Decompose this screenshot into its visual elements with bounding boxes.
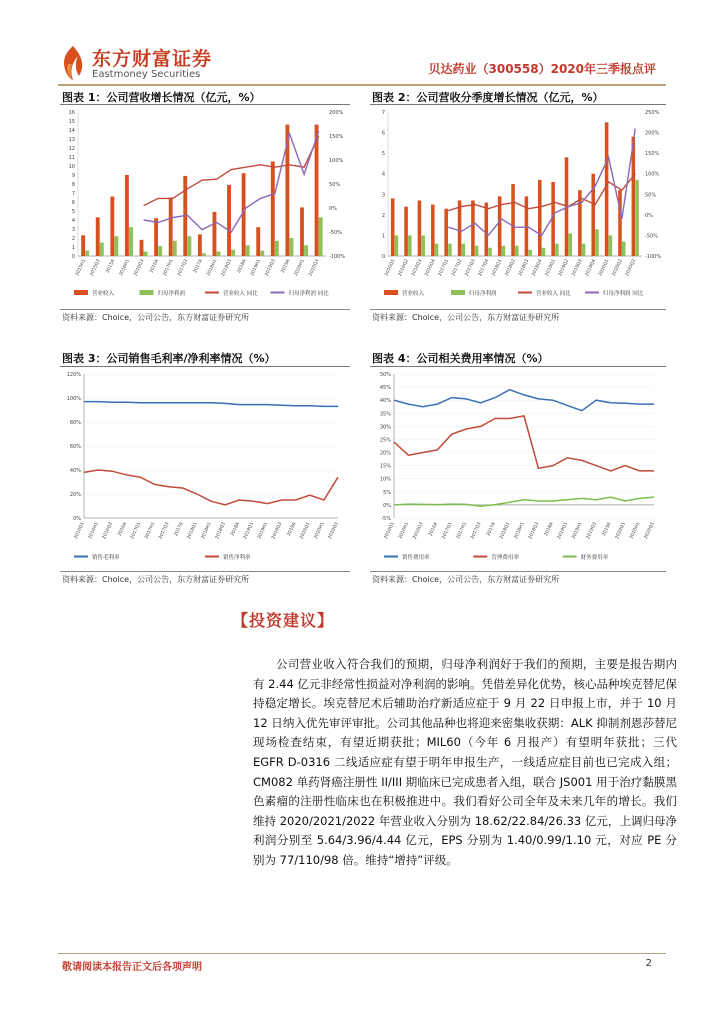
x-tick-label: 2016Q4 (424, 258, 437, 278)
x-tick-label: 2017A (193, 258, 204, 275)
series-line-2 (84, 470, 338, 505)
x-tick-label: 2016H1 (118, 258, 131, 277)
x-tick-label: 2016A (117, 521, 129, 538)
figure-2-svg (370, 106, 666, 306)
header-divider (58, 84, 666, 86)
bar-net-profit (515, 246, 519, 256)
x-tick-label: 2020Q3 (327, 521, 340, 541)
x-tick-label: 2019Q1 (544, 258, 557, 278)
y-tick-label-right: 250% (645, 110, 660, 116)
y-tick-label-right: 50% (645, 192, 657, 199)
figure-1-source-rule (60, 309, 350, 310)
bar-net-profit (129, 227, 133, 256)
x-tick-label: 2015H1 (75, 258, 88, 277)
bar-revenue (391, 198, 395, 256)
x-tick-label: 2017Q2 (451, 258, 464, 278)
x-tick-label: 2015Q3 (89, 258, 102, 278)
y-tick-label-left: 6 (381, 130, 385, 137)
x-tick-label: 2017H1 (162, 258, 175, 277)
x-tick-label: 2017Q1 (130, 521, 143, 541)
y-tick-label: 120% (66, 372, 81, 378)
bar-net-profit (448, 244, 452, 256)
bar-revenue (125, 175, 129, 256)
legend-swatch (74, 290, 88, 295)
x-tick-label: 2017A (486, 521, 497, 538)
legend-swatch (384, 290, 398, 295)
y-tick-label: 50% (379, 372, 391, 378)
bar-net-profit (622, 242, 626, 256)
y-tick-label-right: 50% (329, 182, 341, 188)
figure-3-source-rule (60, 571, 350, 572)
bar-net-profit (202, 253, 206, 256)
x-tick-label: 2020H1 (313, 521, 326, 540)
y-tick-label-right: 100% (329, 158, 344, 164)
figure-3-svg (60, 368, 350, 568)
x-tick-label: 2018Q1 (491, 258, 504, 278)
series-line-1 (84, 402, 338, 407)
y-tick-label: 15% (379, 463, 391, 470)
x-tick-label: 2016Q3 (133, 258, 146, 278)
bar-net-profit (635, 180, 639, 256)
figure-1-title: 图表 1：公司营收增长情况（亿元，%） (62, 91, 261, 104)
y-tick-label-left: 3 (71, 227, 75, 233)
x-tick-label: 2019H1 (257, 521, 270, 540)
y-tick-label-left: 4 (381, 171, 385, 178)
y-tick-label-left: 13 (68, 137, 75, 143)
bar-revenue (96, 217, 100, 256)
legend-swatch (451, 290, 465, 295)
y-tick-label: 10% (379, 476, 391, 483)
x-tick-label: 2018H1 (206, 258, 219, 277)
x-tick-label: 2020Q3 (643, 521, 656, 541)
x-tick-label: 2018Q3 (220, 258, 233, 278)
x-tick-label: 2019A (601, 521, 613, 538)
figure-1-chart (60, 106, 350, 306)
y-tick-label-left: 9 (71, 173, 75, 179)
bar-net-profit (144, 252, 148, 257)
x-tick-label: 2019A (280, 258, 292, 275)
bar-net-profit (395, 235, 399, 256)
x-tick-label: 2019Q3 (571, 258, 584, 278)
bar-revenue (227, 185, 231, 256)
y-tick-label-left: 8 (71, 182, 75, 188)
bar-net-profit (542, 248, 546, 256)
y-tick-label-left: 6 (71, 200, 75, 206)
bar-revenue (485, 203, 489, 256)
x-tick-label: 2019H1 (250, 258, 263, 277)
x-tick-label: 2016Q3 (411, 258, 424, 278)
bar-revenue (525, 196, 529, 256)
y-tick-label-left: 2 (381, 212, 385, 219)
y-tick-label-right: 200% (645, 130, 660, 137)
legend-label: 财务费用率 (580, 555, 609, 561)
x-tick-label: 2020Q3 (625, 258, 638, 278)
bar-net-profit (275, 241, 279, 256)
x-tick-label: 2019Q1 (243, 521, 256, 541)
figure-3-chart (60, 368, 350, 568)
x-tick-label: 2017Q3 (470, 521, 483, 541)
bar-revenue (213, 212, 217, 256)
x-tick-label: 2019Q1 (557, 521, 570, 541)
bar-net-profit (408, 235, 412, 256)
y-tick-label: 45% (379, 385, 391, 392)
bar-net-profit (595, 229, 599, 256)
y-tick-label-left: 2 (71, 236, 75, 242)
bar-revenue (140, 240, 144, 256)
x-tick-label: 2016Q2 (397, 258, 410, 278)
bar-net-profit (475, 246, 479, 256)
y-tick-label-right: -50% (329, 230, 342, 236)
bar-net-profit (217, 252, 221, 257)
x-tick-label: 2019Q4 (584, 258, 598, 278)
bar-revenue (169, 198, 173, 257)
y-tick-label-left: 1 (381, 233, 385, 240)
bar-net-profit (609, 235, 613, 256)
y-tick-label-right: 150% (329, 134, 344, 140)
section-heading: 【投资建议】 (232, 611, 335, 630)
figure-1-rule (60, 104, 350, 105)
figure-1-svg (60, 106, 350, 306)
y-tick-label-right: 150% (645, 151, 660, 158)
x-tick-label: 2019Q3 (585, 521, 599, 541)
figure-4-svg (370, 368, 666, 568)
y-tick-label: -5% (381, 516, 391, 522)
bar-net-profit (187, 236, 191, 256)
legend-label: 销售毛利率 (92, 555, 120, 561)
y-tick-label-left: 0 (381, 254, 385, 260)
logo-chinese-name: 东方财富证券 (92, 48, 213, 70)
bar-revenue (81, 235, 85, 256)
x-tick-label: 2018H1 (200, 521, 213, 540)
bar-net-profit (502, 246, 506, 256)
y-tick-label: 40% (69, 468, 81, 474)
y-tick-label-left: 7 (381, 110, 385, 116)
y-tick-label-left: 3 (381, 192, 385, 199)
x-tick-label: 2017H1 (144, 521, 157, 540)
bar-revenue (444, 209, 448, 256)
x-tick-label: 2017Q3 (464, 258, 477, 278)
figure-2-source-rule (370, 309, 666, 310)
bar-revenue (404, 207, 408, 256)
y-tick-label: 30% (379, 424, 391, 431)
bar-net-profit (100, 243, 104, 257)
company-logo-icon (60, 44, 86, 82)
x-tick-label: 2016Q3 (101, 521, 115, 541)
bar-revenue (154, 218, 158, 256)
x-tick-label: 2017Q3 (177, 258, 190, 278)
bar-revenue (511, 184, 515, 256)
legend-label: 归母净利润 同比 (288, 291, 329, 297)
bar-revenue (605, 122, 609, 256)
bar-net-profit (555, 244, 559, 256)
bar-revenue (458, 200, 462, 256)
y-tick-label: 25% (379, 437, 391, 444)
bar-revenue (110, 197, 114, 256)
x-tick-label: 2016Q1 (383, 521, 396, 541)
x-tick-label: 2018Q1 (186, 521, 199, 541)
footer-divider (58, 953, 666, 954)
figure-4-source: 资料来源：Choice，公司公告，东方财富证券研究所 (372, 575, 560, 584)
bar-revenue (418, 200, 422, 256)
legend-label: 管理费用率 (491, 555, 519, 561)
x-tick-label: 2019A (286, 521, 298, 538)
bar-net-profit (421, 235, 425, 256)
y-tick-label-right: -100% (329, 254, 346, 260)
x-tick-label: 2020Q3 (308, 258, 321, 278)
bar-net-profit (304, 245, 308, 256)
bar-net-profit (582, 244, 586, 256)
bar-net-profit (114, 236, 118, 256)
legend-label: 营业收入 (92, 291, 115, 297)
y-tick-label-right: 200% (329, 110, 344, 116)
y-tick-label: 100% (66, 396, 81, 402)
x-tick-label: 2018Q2 (504, 258, 517, 278)
x-tick-label: 2020H1 (629, 521, 642, 540)
bar-revenue (431, 205, 435, 256)
figure-3-source: 资料来源：Choice，公司公告，东方财富证券研究所 (62, 575, 250, 584)
figure-4-source-rule (370, 571, 666, 572)
x-tick-label: 2020Q1 (614, 521, 627, 541)
x-tick-label: 2019Q3 (271, 521, 284, 541)
bar-net-profit (488, 248, 492, 256)
y-tick-label-left: 15 (68, 119, 75, 125)
legend-label: 归母净利润 (157, 291, 186, 297)
x-tick-label: 2018Q4 (531, 258, 544, 278)
bar-net-profit (173, 241, 177, 256)
footer-disclaimer-note: 敬请阅读本报告正文后各项声明 (62, 962, 202, 973)
x-tick-label: 2017Q1 (437, 258, 450, 278)
report-title: 贝达药业（300558）2020年三季报点评 (428, 62, 656, 76)
investment-advice-body (253, 655, 677, 871)
y-tick-label-left: 0 (71, 254, 75, 260)
figure-4-rule (370, 366, 666, 367)
bar-net-profit (435, 244, 439, 256)
x-tick-label: 2018Q3 (214, 521, 227, 541)
y-tick-label-left: 5 (381, 151, 385, 158)
bar-net-profit (319, 217, 323, 256)
series-line-2 (394, 416, 654, 471)
y-tick-label-left: 10 (68, 164, 75, 170)
figure-3-title: 图表 3：公司销售毛利率/净利率情况（%） (62, 352, 276, 365)
legend-label: 营业收入 同比 (536, 291, 571, 297)
bar-revenue (618, 190, 622, 256)
bar-net-profit (85, 251, 89, 256)
x-tick-label: 2019Q2 (558, 258, 571, 278)
bar-revenue (256, 227, 260, 256)
x-tick-label: 2020H1 (293, 258, 306, 277)
bar-revenue (538, 180, 542, 256)
y-tick-label: 0% (383, 502, 391, 509)
y-tick-label: 35% (379, 411, 391, 418)
y-tick-label-left: 7 (71, 191, 75, 197)
investment-advice-paragraph: 公司营业收入符合我们的预期，归母净利润好于我们的预期，主要是报告期内有 2.44 亿元非经常性损益对净利润的影响。凭借差异化优势，核心品种埃克替尼保持稳定增长。埃克替尼术后辅助治疗新适应症于 9 月 22 日申报上市，并于 10 月 12 日纳入优先审评审批。公司其他品种也将迎来密集收获期：ALK 抑制剂恩莎替尼现场检查结束，有望近期获批；MIL60（今年 6 月报产）有望明年获批；三代 EGFR D-0316 二线适应症有望于明年申报生产，一线适应症目前也已完成入组；CM082 单药肾癌注册性 II/III 期临床已完成患者入组，联合 JS001 用于治疗黏膜黑色素瘤的注册性临床也在积极推进中。我们看好公司全年及未来几年的增长。我们维持 2020/2021/2022 年营业收入分别为 18.62/22.84/26.33 亿元，上调归母净利润分别至 5.64/3.96/4.44 亿元，EPS 分别为 1.40/0.99/1.10 元，对应 PE 分别为 77/110/98 倍。维持“增持”评级。 (253, 657, 677, 867)
y-tick-label: 40% (379, 398, 391, 405)
y-tick-label: 0% (73, 516, 81, 522)
x-tick-label: 2016H1 (398, 521, 411, 540)
y-tick-label-left: 5 (71, 209, 75, 215)
x-tick-label: 2016Q3 (412, 521, 425, 541)
y-tick-label-right: 100% (645, 171, 660, 178)
x-tick-label: 2019Q3 (264, 258, 277, 278)
logo-english-name: Eastmoney Securities (92, 69, 201, 80)
bar-revenue (198, 234, 202, 256)
x-tick-label: 2018A (236, 258, 248, 275)
bar-revenue (471, 200, 475, 256)
bar-net-profit (462, 244, 466, 256)
bar-net-profit (260, 251, 264, 256)
figure-1-source: 资料来源：Choice，公司公告，东方财富证券研究所 (62, 313, 250, 322)
x-tick-label: 2015A (105, 258, 117, 275)
x-tick-label: 2016A (428, 521, 440, 538)
x-tick-label: 2017Q3 (158, 521, 171, 541)
x-tick-label: 2020Q2 (611, 258, 624, 278)
x-tick-label: 2018A (230, 521, 242, 538)
legend-label: 归母净利润 同比 (603, 291, 644, 297)
figure-2-chart (370, 106, 666, 306)
y-tick-label: 20% (379, 450, 391, 457)
y-tick-label-right: -100% (645, 254, 662, 260)
x-tick-label: 2018Q3 (528, 521, 541, 541)
figure-2-source: 资料来源：Choice，公司公告，东方财富证券研究所 (372, 313, 560, 322)
bar-net-profit (246, 245, 250, 256)
figure-4-title: 图表 4：公司相关费用率情况（%） (372, 352, 549, 365)
x-tick-label: 2016Q1 (73, 521, 86, 541)
x-tick-label: 2016H1 (87, 521, 100, 540)
x-tick-label: 2019H1 (571, 521, 584, 540)
y-tick-label-right: -50% (645, 233, 658, 240)
bar-revenue (271, 162, 275, 257)
x-tick-label: 2017H1 (456, 521, 469, 540)
bar-net-profit (158, 246, 162, 256)
legend-label: 销售费用率 (402, 555, 430, 561)
legend-label: 归母净利润 (469, 291, 497, 297)
x-tick-label: 2017A (173, 521, 185, 538)
bar-net-profit (231, 250, 235, 256)
y-tick-label-left: 14 (68, 128, 75, 134)
legend-label: 营业收入 (402, 291, 425, 297)
x-tick-label: 2018H1 (513, 521, 526, 540)
x-tick-label: 2020Q1 (299, 521, 312, 541)
y-tick-label-left: 4 (71, 218, 75, 224)
y-tick-label-right: 0% (645, 212, 653, 219)
y-tick-label-left: 11 (68, 155, 75, 161)
y-tick-label: 5% (383, 489, 391, 496)
y-tick-label: 60% (69, 444, 81, 450)
legend-swatch (140, 290, 154, 295)
bar-net-profit (528, 250, 532, 256)
bar-net-profit (290, 238, 294, 256)
y-tick-label-left: 12 (68, 146, 75, 152)
x-tick-label: 2016A (149, 258, 161, 275)
x-tick-label: 2017Q1 (441, 521, 454, 541)
x-tick-label: 2017Q4 (477, 258, 491, 278)
y-tick-label: 20% (69, 492, 81, 498)
x-tick-label: 2020Q1 (598, 258, 611, 278)
y-tick-label: 80% (69, 420, 81, 426)
x-tick-label: 2018A (544, 521, 555, 538)
x-tick-label: 2016Q1 (384, 258, 397, 278)
line-revenue-yoy (144, 136, 319, 206)
figure-4-chart (370, 368, 666, 568)
y-tick-label-left: 16 (68, 110, 75, 116)
bar-revenue (300, 207, 304, 256)
legend-label: 营业收入 同比 (223, 291, 258, 297)
figure-2-title: 图表 2：公司营收分季度增长情况（亿元，%） (372, 91, 604, 104)
y-tick-label-right: 0% (329, 206, 337, 212)
figure-3-rule (60, 366, 350, 367)
x-tick-label: 2018Q1 (499, 521, 512, 541)
y-tick-label-left: 1 (71, 245, 75, 251)
legend-label: 销售净利率 (223, 555, 251, 561)
bar-net-profit (568, 233, 572, 256)
page-number: 2 (645, 958, 652, 969)
figure-2-rule (370, 104, 666, 105)
x-tick-label: 2018Q3 (518, 258, 531, 278)
